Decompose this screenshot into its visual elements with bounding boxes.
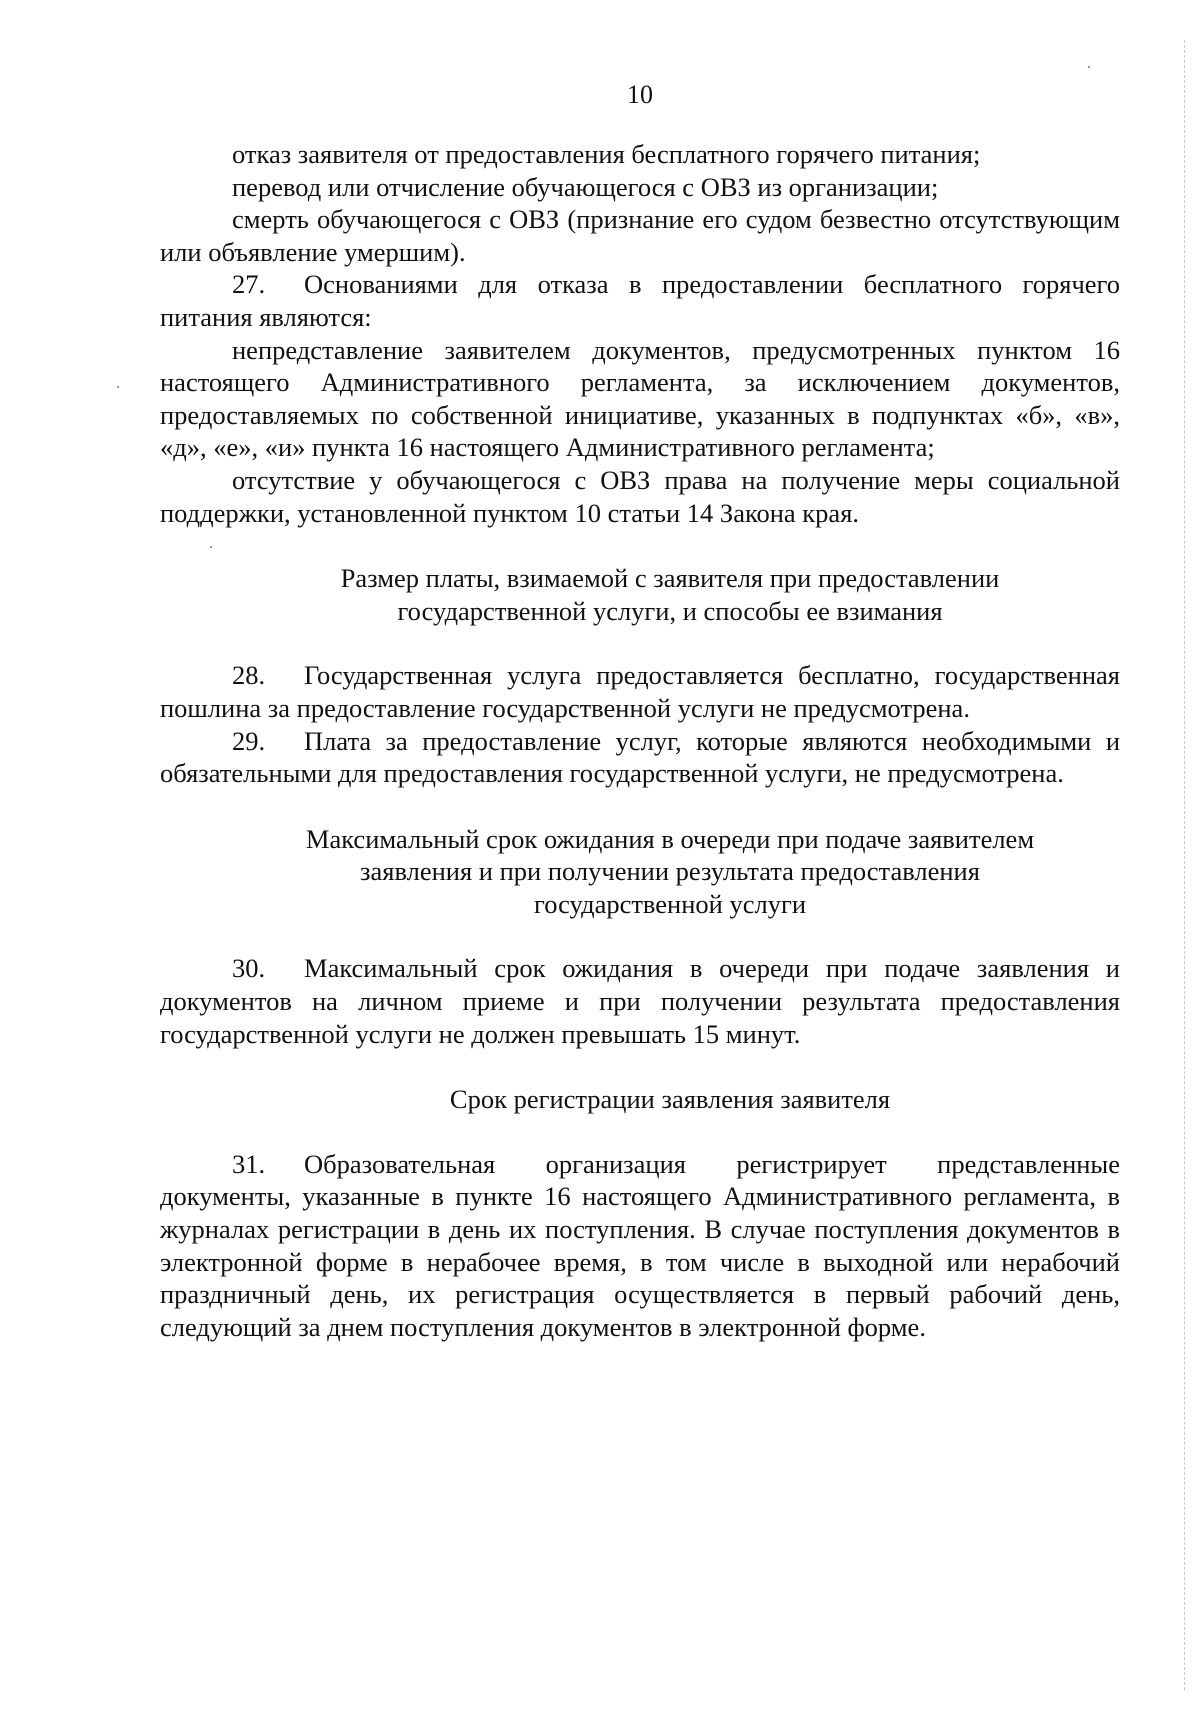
paragraph-31-text: Образовательная организация регистрирует представленные документы, указанные в пункте 16 настоящего Административного регламента, в журналах регистрации в день их поступления. В случае поступления документов в электронной форме в нерабочее время, в том числе в выходной или нерабочий праздничный день, их регистрация осуществляется в первый рабочий день, следующий за днем поступления документов в электронной форме. xyxy=(160,1148,1120,1342)
paragraph-30 xyxy=(160,952,1120,1050)
paragraph-29 xyxy=(160,725,1120,790)
section-heading-queue-line1: Максимальный срок ожидания в очереди при подаче заявителем xyxy=(305,823,1035,854)
spacer xyxy=(160,627,1120,659)
section-heading-registration xyxy=(160,1083,1120,1116)
section-heading-fee-line2: государственной услуги, и способы ее взимания xyxy=(397,595,943,626)
paragraph-27 xyxy=(160,268,1120,333)
paragraph-refusal-reason-1: отказ заявителя от предоставления бесплатного горячего питания; xyxy=(232,139,981,169)
paragraph-28-text: Государственная услуга предоставляется бесплатно, государственная пошлина за предоставление государственной услуги не предусмотрена. xyxy=(160,660,1120,723)
section-heading-queue-line3: государственной услуги xyxy=(533,888,807,919)
scan-speck xyxy=(1088,66,1090,68)
spacer xyxy=(160,1116,1120,1148)
spacer xyxy=(160,790,1120,823)
paragraph-27-text: Основаниями для отказа в предоставлении бесплатного горячего питания являются: xyxy=(160,269,1120,332)
section-heading-fee-line1: Размер платы, взимаемой с заявителя при предоставлении xyxy=(340,563,1000,594)
paragraph-30-number: 30. xyxy=(232,953,266,984)
spacer xyxy=(160,529,1120,562)
paragraph-refusal-reason-2: перевод или отчисление обучающегося с ОВЗ из организации; xyxy=(232,171,939,202)
section-heading-fee xyxy=(160,562,1120,627)
scan-speck xyxy=(117,386,119,388)
paragraph-28 xyxy=(160,659,1120,724)
paragraph-30-text: Максимальный срок ожидания в очереди при подаче заявления и документов на личном приеме и при получении результата предоставления государственной услуги не должен превышать 15 минут. xyxy=(160,953,1120,1049)
paragraph-29-text: Плата за предоставление услуг, которые являются необходимыми и обязательными для предоставления государственной услуги, не предусмотрена. xyxy=(160,725,1120,789)
scan-edge-line xyxy=(1184,40,1185,1690)
document-body xyxy=(160,138,1120,1343)
paragraph-31-number: 31. xyxy=(232,1148,266,1179)
paragraph-29-number: 29. xyxy=(232,725,266,756)
paragraph-denial-ground-2: отсутствие у обучающегося с ОВЗ права на получение меры социальной поддержки, установленной пунктом 10 статьи 14 Закона края. xyxy=(160,464,1120,528)
spacer xyxy=(160,1050,1120,1083)
paragraph-refusal-reason-3: смерть обучающегося с ОВЗ (признание его судом безвестно отсутствующим или объявление умершим). xyxy=(160,204,1120,267)
spacer xyxy=(160,920,1120,952)
section-heading-queue-line2: заявления и при получении результата предоставления xyxy=(360,856,980,887)
paragraph-denial-ground-1: непредставление заявителем документов, предусмотренных пунктом 16 настоящего Административного регламента, за исключением документов, предоставляемых по собственной инициативе, указанных в подпунктах «б», «в», «д», «е», «и» пункта 16 настоящего Административного регламента; xyxy=(160,334,1120,463)
paragraph-31 xyxy=(160,1148,1120,1344)
paragraph-27-number: 27. xyxy=(232,269,266,300)
paragraph-28-number: 28. xyxy=(232,660,266,691)
section-heading-registration-line1: Срок регистрации заявления заявителя xyxy=(449,1084,891,1115)
page-number: 10 xyxy=(627,80,653,109)
section-heading-queue xyxy=(160,823,1120,921)
